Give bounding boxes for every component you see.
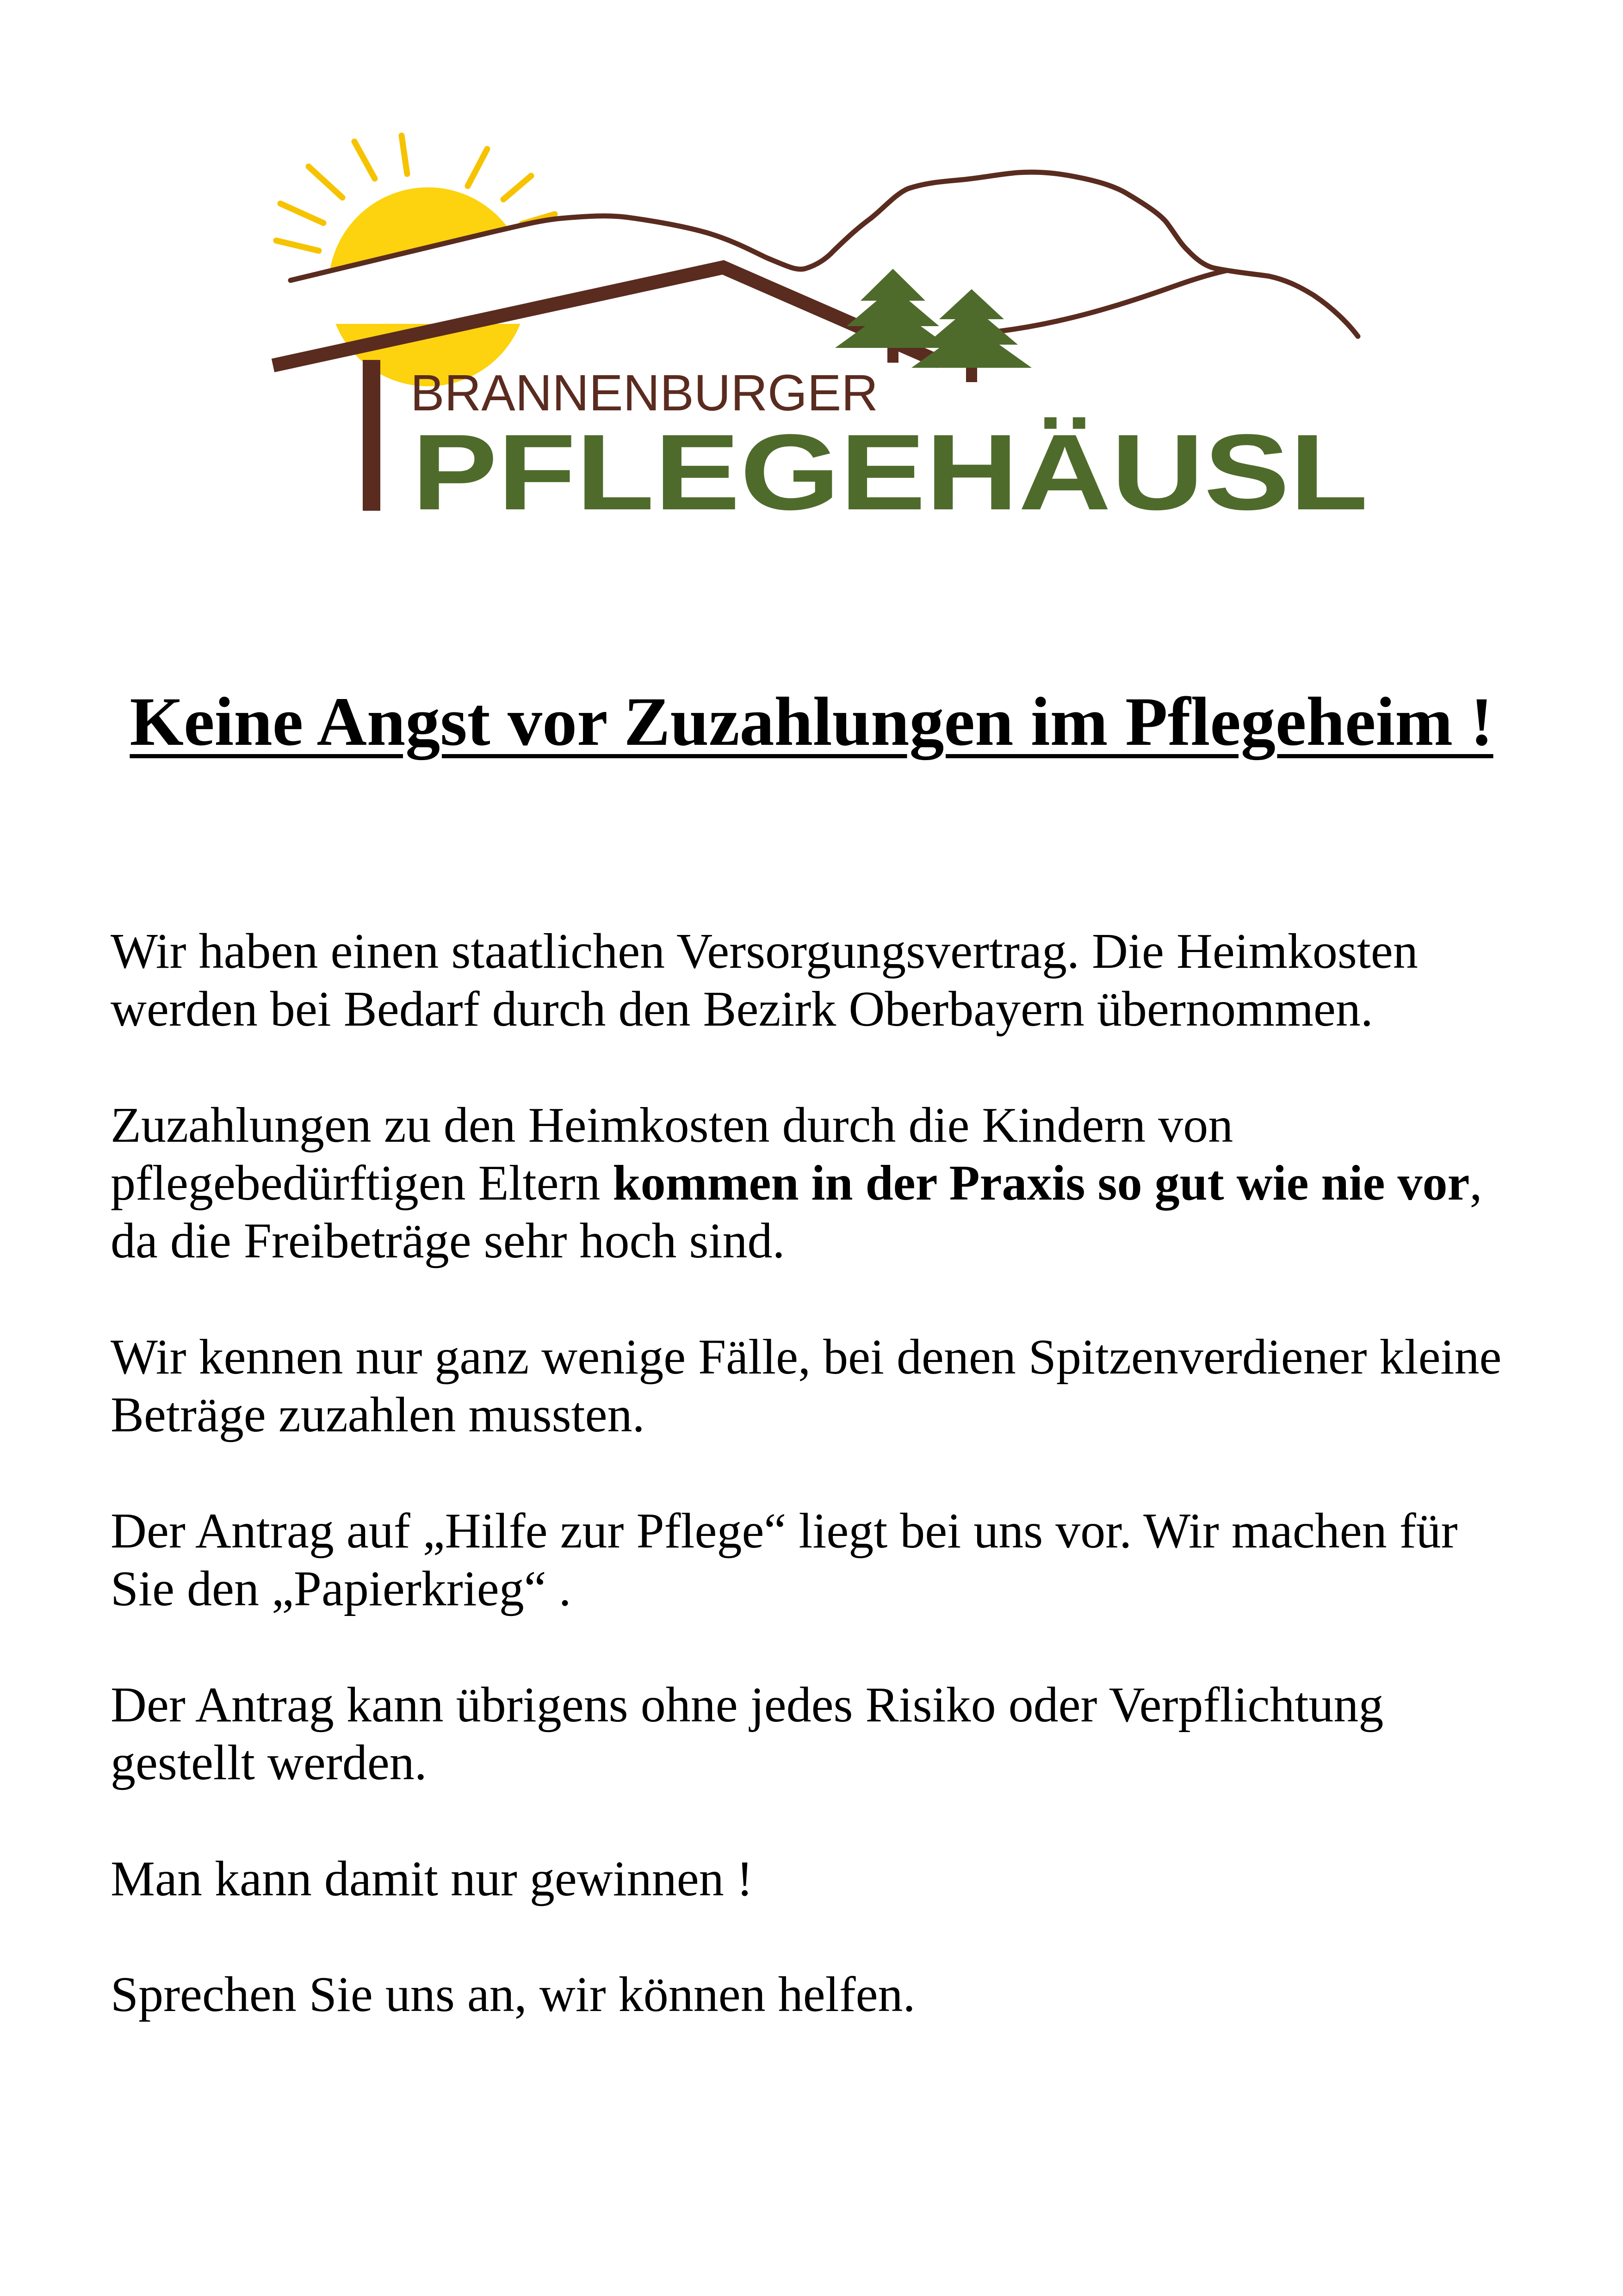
text-line: Wir haben einen staatlichen Versorgungsvertrag. Die Heimkosten: [111, 924, 1418, 979]
page-title: Keine Angst vor Zuzahlungen im Pflegeheim !: [130, 683, 1493, 760]
sun-ray: [402, 136, 407, 174]
tree-trunk: [887, 346, 898, 363]
sun-ray: [503, 176, 531, 199]
hill-outline: [999, 271, 1226, 331]
emphasized-text: kommen in der Praxis so gut wie nie vor: [613, 1156, 1470, 1211]
text-line: Beträge zuzahlen mussten.: [111, 1387, 645, 1443]
text-line: Wir kennen nur ganz wenige Fälle, bei denen Spitzenverdiener kleine: [111, 1330, 1502, 1385]
text-line: Zuzahlungen zu den Heimkosten durch die Kindern von: [111, 1097, 1233, 1153]
text-line: Sie den „Papierkrieg“ .: [111, 1561, 571, 1617]
fir-tree-icon: [835, 269, 951, 348]
text-line: da die Freibeträge sehr hoch sind.: [111, 1213, 785, 1269]
text-segment: ,: [1469, 1156, 1482, 1211]
text-line: werden bei Bedarf durch den Bezirk Oberbayern übernommen.: [111, 982, 1373, 1037]
text-line: Sprechen Sie uns an, wir können helfen.: [111, 1967, 916, 2023]
paragraph-cases: [111, 1328, 1582, 1444]
body-text: [111, 922, 1582, 2082]
text-line-emphasis: [111, 1154, 1582, 1212]
paragraph-copayments: [111, 1096, 1582, 1270]
text-line: Der Antrag kann übrigens ohne jedes Risiko oder Verpflichtung: [111, 1677, 1384, 1733]
text-line: gestellt werden.: [111, 1735, 427, 1791]
logo-name-line: PFLEGEHÄUSL: [412, 412, 1368, 532]
pflegehaeusl-logo: [0, 0, 1623, 555]
house-post: [363, 360, 380, 511]
logo-brand-line: BRANNENBURGER: [410, 365, 878, 421]
paragraph-win: [111, 1850, 1582, 1908]
tree-trunk: [966, 366, 977, 382]
text-line: Der Antrag auf „Hilfe zur Pflege“ liegt bei uns vor. Wir machen für: [111, 1503, 1458, 1559]
sun-ray: [280, 204, 323, 223]
sun-ray: [468, 149, 487, 186]
sun-ray: [276, 241, 319, 251]
paragraph-contact: [111, 1966, 1582, 2024]
paragraph-application: [111, 1502, 1582, 1618]
text-segment: pflegebedürftigen Eltern: [111, 1156, 613, 1211]
sun-ray: [309, 167, 342, 198]
text-line: Man kann damit nur gewinnen !: [111, 1851, 753, 1906]
paragraph-no-risk: [111, 1676, 1582, 1792]
paragraph-contract: [111, 922, 1582, 1039]
sun-ray: [354, 142, 375, 179]
